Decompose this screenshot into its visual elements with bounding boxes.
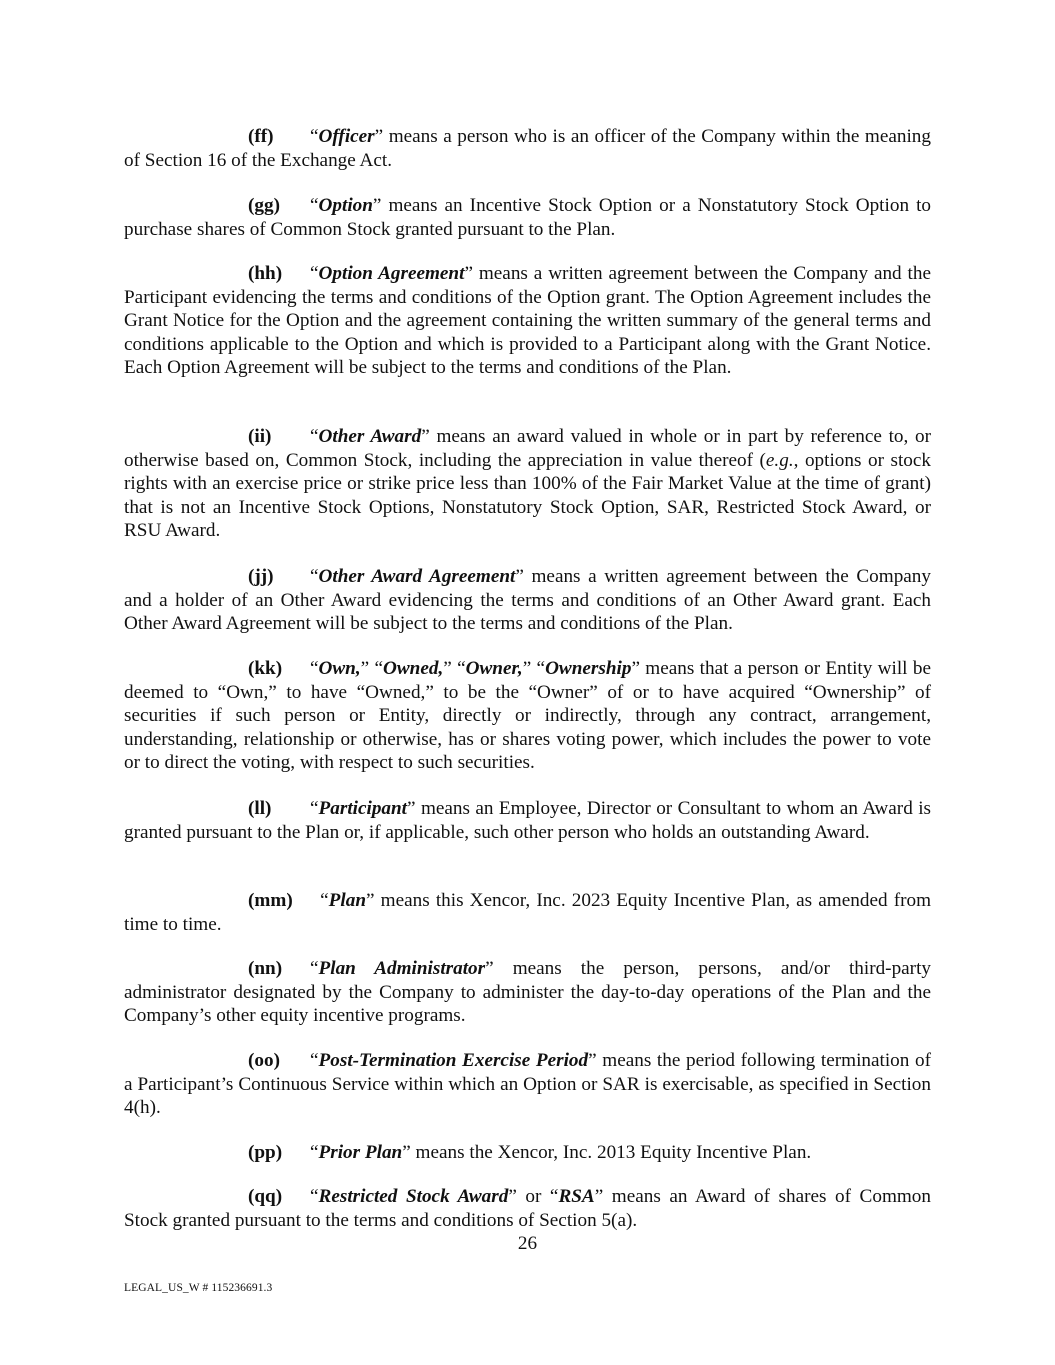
section-label: (kk) (248, 658, 283, 679)
section-label: (hh) (248, 263, 283, 284)
defined-term: Other Award (318, 426, 422, 447)
section-label: (gg) (248, 195, 280, 216)
definition-kk: (kk) “Own,” “Owned,” “Owner,” “Ownership” means that a person or Entity will be deemed to “Own,” to have “Owned,” to be the “Owner” of or to have acquired “Ownership” of securities if such person or Entity, directly or indirectly, through any contract, arrangement, understanding, relationship or otherwise, has or shares voting power, which includes the power to vote or to direct the voting, with respect to such securities. (124, 658, 931, 774)
defined-term: Plan Administrator (318, 958, 486, 979)
definition-ll: (ll) “Participant” means an Employee, Director or Consultant to whom an Award is granted pursuant to the Plan or, if applicable, such other person who holds an outstanding Award. (124, 798, 931, 843)
defined-term: Other Award Agreement (318, 566, 516, 587)
defined-term: Own, (318, 658, 361, 679)
defined-term: Owner, (465, 658, 523, 679)
section-label: (ii) (248, 426, 272, 447)
section-label: (qq) (248, 1186, 283, 1207)
section-label: (mm) (248, 890, 293, 911)
definition-hh: (hh) “Option Agreement” means a written agreement between the Company and the Participant evidencing the terms and conditions of the Option grant. The Option Agreement includes the Grant Notice for the Option and the agreement containing the written summary of the general terms and conditions applicable to the Option and which is provided to a Participant along with the Grant Notice. Each Option Agreement will be subject to the terms and conditions of the Plan. (124, 263, 932, 379)
section-label: (ll) (248, 798, 272, 819)
eg-abbreviation: e.g. (765, 449, 794, 471)
definition-jj: (jj) “Other Award Agreement” means a written agreement between the Company and a holder of an Other Award evidencing the terms and conditions of an Other Award grant. Each Other Award Agreement will be subject to the terms and conditions of the Plan. (124, 566, 931, 635)
defined-term: Option (318, 195, 373, 216)
defined-term: Officer (318, 126, 375, 147)
section-label: (pp) (248, 1142, 283, 1163)
defined-term: RSA (558, 1186, 595, 1207)
definition-mm: (mm) “Plan” means this Xencor, Inc. 2023 Equity Incentive Plan, as amended from time to time. (124, 890, 931, 935)
defined-term: Restricted Stock Award (318, 1186, 509, 1207)
definition-pp: (pp) “Prior Plan” means the Xencor, Inc. 2013 Equity Incentive Plan. (248, 1142, 812, 1163)
defined-term: Owned, (383, 658, 444, 679)
page-number: 26 (517, 1233, 538, 1254)
definition-oo: (oo) “Post-Termination Exercise Period” means the period following termination of a Participant’s Continuous Service within which an Option or SAR is exercisable, as specified in Section 4(h). (124, 1050, 931, 1119)
section-label: (ff) (248, 126, 274, 147)
definition-ff: (ff) “Officer” means a person who is an officer of the Company within the meaning of Section 16 of the Exchange Act. (124, 126, 931, 171)
defined-term: Post-Termination Exercise Period (318, 1050, 589, 1071)
defined-term: Plan (328, 890, 366, 911)
definition-qq: (qq) “Restricted Stock Award” or “RSA” means an Award of shares of Common Stock granted pursuant to the terms and conditions of Section 5(a). (124, 1186, 931, 1231)
section-label: (nn) (248, 958, 283, 979)
section-label: (jj) (248, 566, 274, 587)
section-label: (oo) (248, 1050, 280, 1071)
defined-term: Ownership (545, 658, 632, 679)
definition-gg: (gg) “Option” means an Incentive Stock Option or a Nonstatutory Stock Option to purchase shares of Common Stock granted pursuant to the Plan. (124, 195, 931, 240)
document-footer: LEGAL_US_W # 115236691.3 (124, 1282, 273, 1294)
defined-term: Participant (318, 798, 408, 819)
definition-nn: (nn) “Plan Administrator” means the person, persons, and/or third-party administrator designated by the Company to administer the day-to-day operations of the Plan and the Company’s other equity incentive programs. (124, 958, 931, 1027)
definition-ii: (ii) “Other Award” means an award valued in whole or in part by reference to, or otherwise based on, Common Stock, including the appreciation in value thereof (e.g., options or stock rights with an exercise price or strike price less than 100% of the Fair Market Value at the time of grant) that is not an Incentive Stock Options, Nonstatutory Stock Option, SAR, Restricted Stock Award, or RSU Award. (124, 426, 932, 542)
defined-term: Option Agreement (318, 263, 465, 284)
defined-term: Prior Plan (318, 1142, 403, 1163)
